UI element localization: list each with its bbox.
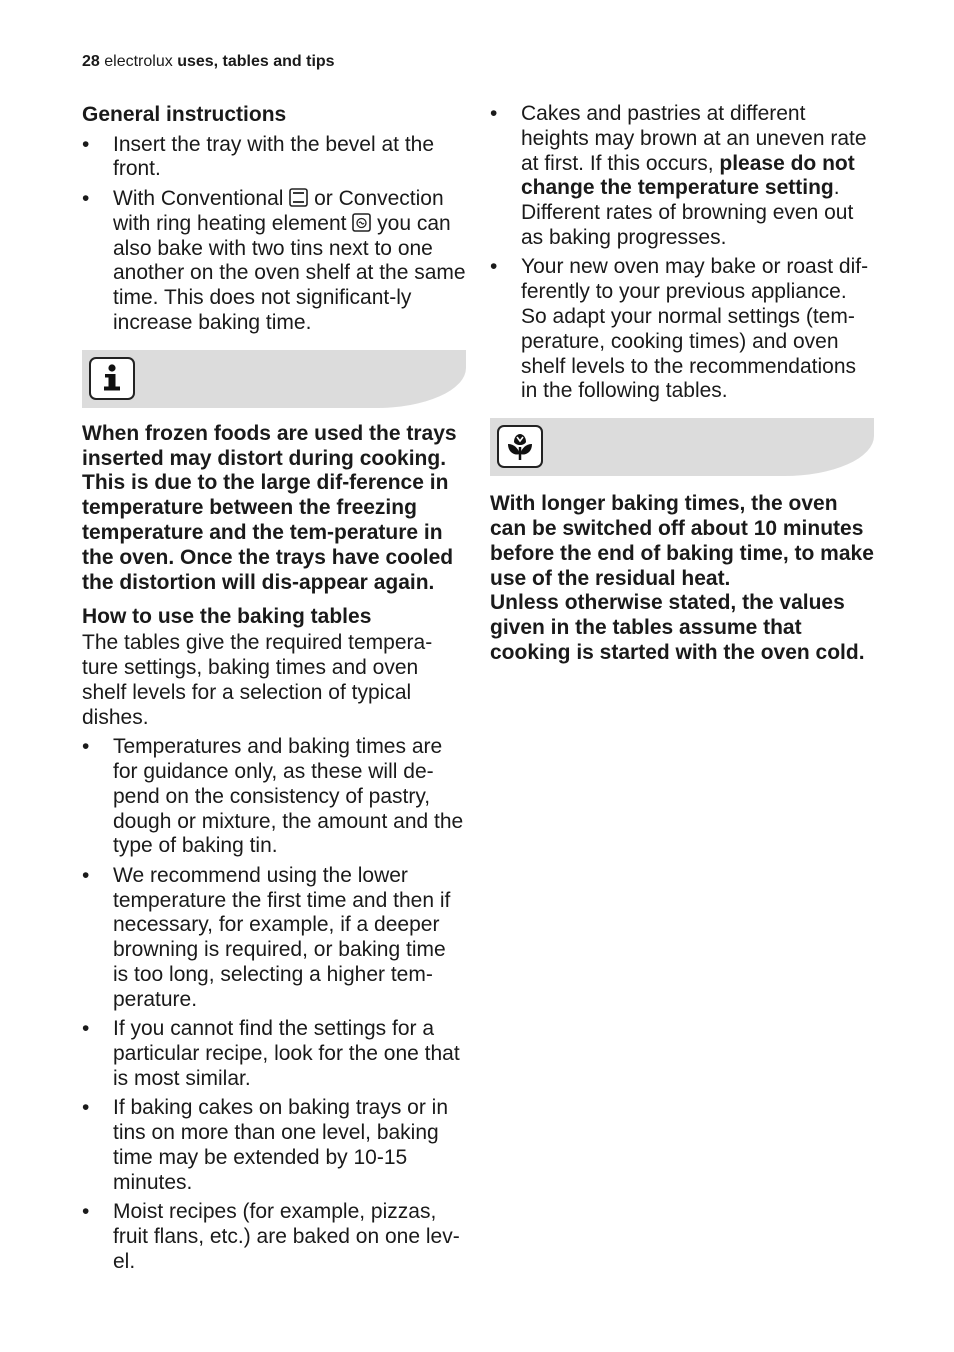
list-item [82, 1200, 466, 1274]
baking-tables-intro [82, 631, 466, 730]
general-instructions-list [82, 133, 466, 336]
list-item-text: Temperatures and baking times are for guidance only, as these will de-pend on the consistency of pastry, dough or mixture, the amount and the type of baking tin. [113, 735, 464, 858]
list-item [82, 864, 466, 1013]
list-item [82, 1017, 466, 1091]
bullet: • [490, 255, 498, 279]
brand-name: electrolux [104, 53, 173, 70]
list-item [490, 102, 874, 251]
section-title: uses, tables and tips [177, 53, 335, 70]
list-item [82, 187, 466, 336]
eco-tip-bar [490, 418, 874, 476]
cold-oven-note: Unless otherwise stated, the values given in the tables assume that cooking is started with the oven cold. [490, 591, 865, 665]
list-item [82, 735, 466, 859]
list-item-text: or Convection with ring heating element [113, 186, 444, 235]
list-item-text: Your new oven may bake or roast dif-ferently to your previous appliance. So adapt your normal settings (tem-perature, cooking times) and oven shelf levels to the recommendations in the following tables. [521, 255, 869, 403]
list-item-text: Cakes and pastries at different heights may brown at an uneven rate at first. If this occurs, [521, 102, 867, 175]
bullet: • [490, 102, 498, 125]
emphasis-text: please do not change the temperature setting [521, 151, 855, 200]
list-item-text: If baking cakes on baking trays or in tins on more than one level, baking time may be extended by 10-15 minutes. [113, 1096, 449, 1194]
list-item-text: With Conventional [113, 186, 290, 210]
eco-flower-icon [497, 425, 543, 468]
baking-tables-list [82, 735, 466, 1274]
page-number: 28 [82, 53, 100, 70]
right-list [490, 102, 874, 404]
general-instructions-heading: General instructions [82, 103, 287, 126]
page-header [82, 52, 335, 72]
frozen-foods-note: When frozen foods are used the trays inserted may distort during cooking. This is due to the large dif-ference in temperature between the freezing temperature and the tem-perature in the oven. Once the trays have cooled the distortion will dis-appear again. [82, 421, 457, 594]
residual-heat-tip: With longer baking times, the oven can be switched off about 10 minutes before the end of baking time, to make use of the residual heat. [490, 492, 874, 590]
right-column [490, 102, 874, 666]
convection-ring-icon [352, 213, 371, 232]
bullet: • [82, 1017, 90, 1041]
list-item-text: . Different rates of browning even out as baking progresses. [521, 176, 854, 249]
list-item-text: you can also bake with two tins next to one another on the oven shelf at the same time. This does not significant-ly increase baking time. [113, 211, 466, 334]
bullet: • [82, 863, 90, 887]
bullet: • [82, 1096, 90, 1120]
list-item [490, 255, 874, 404]
list-item-text: Moist recipes (for example, pizzas, fruit flans, etc.) are baked on one lev-el. [113, 1200, 460, 1273]
conventional-heat-icon [289, 188, 308, 207]
list-item-text: We recommend using the lower temperature the first time and then if necessary, for example, if a deeper browning is required, or baking time is too long, selecting a higher tem-perature. [113, 863, 451, 1011]
bullet: • [82, 1200, 90, 1224]
bullet: • [82, 186, 90, 210]
info-icon [89, 357, 135, 400]
info-note-bar [82, 350, 466, 408]
bullet: • [82, 132, 90, 156]
baking-tables-heading: How to use the baking tables [82, 605, 372, 629]
list-item [82, 133, 466, 183]
list-item [82, 1096, 466, 1195]
list-item-text: If you cannot find the settings for a particular recipe, look for the one that is most similar. [113, 1017, 460, 1090]
bullet: • [82, 735, 90, 759]
intro-text: The tables give the required tempera-ture settings, baking times and oven shelf levels for a selection of typical dishes. [82, 631, 433, 729]
list-item-text: Insert the tray with the bevel at the front. [113, 132, 435, 181]
left-column [82, 102, 466, 1275]
